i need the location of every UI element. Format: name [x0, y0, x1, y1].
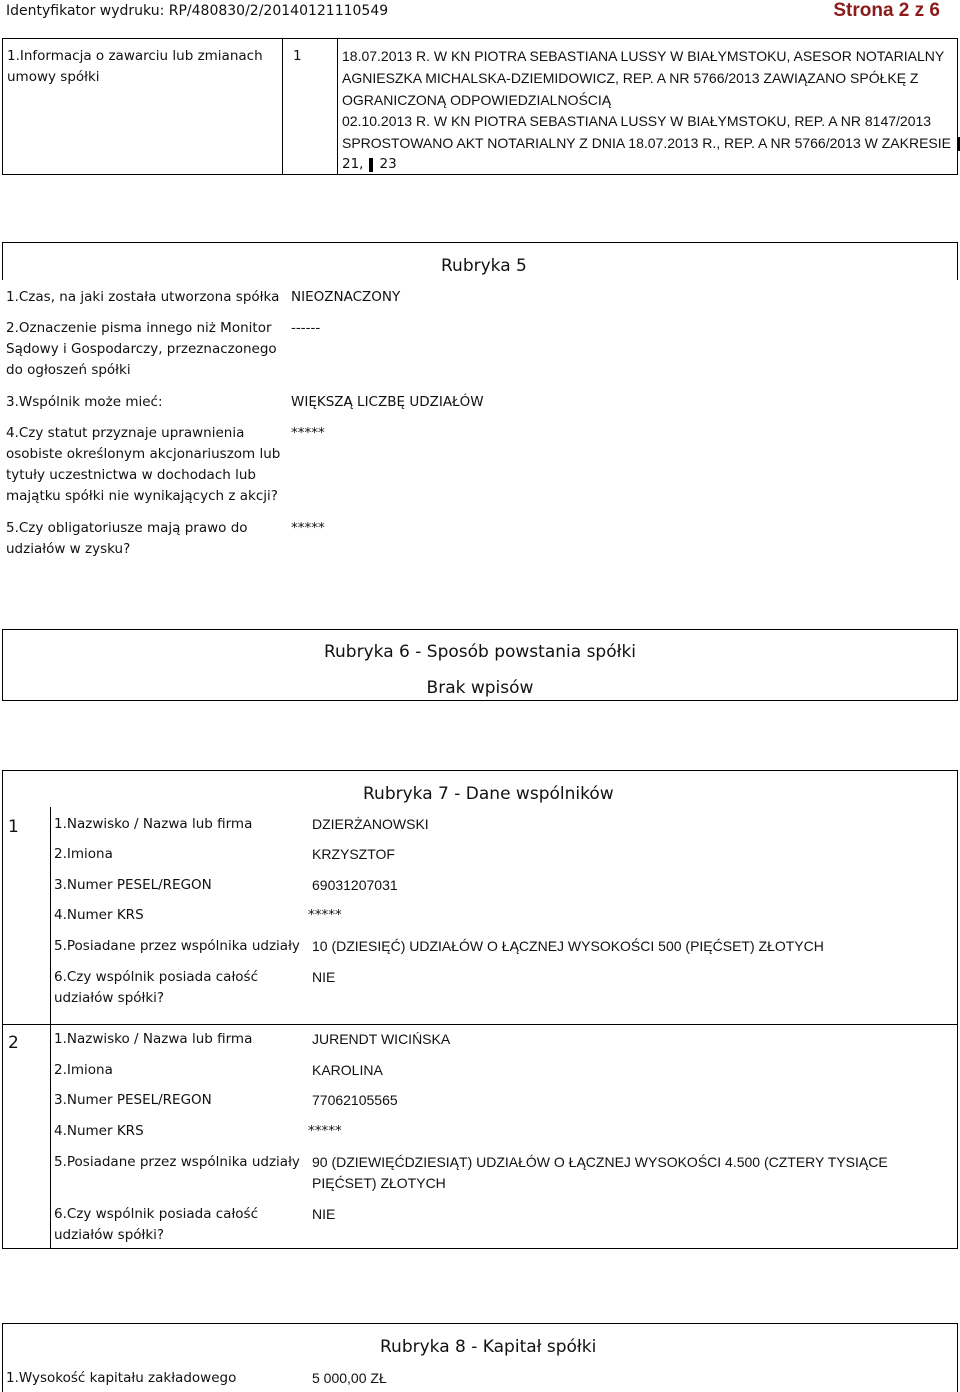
partner-1-number: 1: [8, 817, 19, 837]
rubryka-5-title: Rubryka 5: [441, 256, 527, 276]
umowa-line-6-b: 23: [379, 156, 397, 172]
rubryka-6-section: [2, 629, 958, 701]
r8-capital-value: 5 000,00 ZŁ: [312, 1370, 387, 1386]
rubryka-7-title: Rubryka 7 - Dane wspólników: [363, 784, 614, 804]
r5-row-5-label: 5.Czy obligatoriusze mają prawo do udziałów w zysku?: [6, 520, 248, 557]
r5-row-4-value: *****: [291, 425, 325, 441]
rubryka-8-title: Rubryka 8 - Kapitał spółki: [380, 1337, 597, 1357]
umowa-line-5-text: SPROSTOWANO AKT NOTARIALNY Z DNIA 18.07.2013 R., REP. A NR 5766/2013 W ZAKRESIE: [342, 135, 951, 151]
r5-row-1-label: 1.Czas, na jaki została utworzona spółka: [6, 289, 280, 305]
p2-firstname-label: 2.Imiona: [54, 1062, 113, 1078]
rubryka-6-title: Rubryka 6 - Sposób powstania spółki: [323, 642, 637, 662]
p1-name-label: 1.Nazwisko / Nazwa lub firma: [54, 816, 253, 832]
page-number: Strona 2 z 6: [833, 0, 940, 21]
p2-name-value: JURENDT WICIŃSKA: [312, 1031, 451, 1047]
partner-2-left-border: [50, 1024, 51, 1248]
umowa-line-1: 18.07.2013 R. W KN PIOTRA SEBASTIANA LUSSY W BIAŁYMSTOKU, ASESOR NOTARIALNY: [342, 48, 945, 64]
p1-firstname-label: 2.Imiona: [54, 846, 113, 862]
partner-separator: [3, 1024, 957, 1025]
p2-shares-value: 90 (DZIEWIĘĆDZIESIĄT) UDZIAŁÓW O ŁĄCZNEJ WYSOKOŚCI 4.500 (CZTERY TYSIĄCE PIĘĆSET) ZŁOTYCH: [312, 1154, 888, 1191]
umowa-divider-1: [282, 39, 283, 174]
r5-row-2-label: 2.Oznaczenie pisma innego niż Monitor Sądowy i Gospodarczy, przeznaczonego do ogłoszeń spółki: [6, 320, 277, 378]
umowa-line-6: [342, 154, 397, 175]
umowa-line-6-a: 21,: [342, 156, 364, 172]
umowa-label: 1.Informacja o zawarciu lub zmianach umowy spółki: [7, 48, 263, 85]
p2-firstname-value: KAROLINA: [312, 1062, 383, 1078]
r5-row-5-value: *****: [291, 520, 325, 536]
p2-pesel-label: 3.Numer PESEL/REGON: [54, 1092, 212, 1108]
umowa-divider-2: [337, 39, 338, 174]
p2-whole-value: NIE: [312, 1206, 336, 1222]
p1-whole-label: 6.Czy wspólnik posiada całość udziałów spółki?: [54, 969, 259, 1006]
r5-row-4-label: 4.Czy statut przyznaje uprawnienia osobiste określonym akcjonariuszom lub tytuły uczestnictwa w dochodach lub majątku spółki nie wynikających z akcji?: [6, 425, 281, 504]
p1-shares-value: 10 (DZIESIĘĆ) UDZIAŁÓW O ŁĄCZNEJ WYSOKOŚCI 500 (PIĘĆSET) ZŁOTYCH: [312, 938, 824, 954]
rubryka-6-empty: Brak wpisów: [426, 678, 534, 698]
r8-capital-label: 1.Wysokość kapitału zakładowego: [6, 1370, 237, 1386]
umowa-line-2: AGNIESZKA MICHALSKA-DZIEMIDOWICZ, REP. A NR 5766/2013 ZAWIĄZANO SPÓŁKĘ Z: [342, 70, 919, 86]
print-identifier: Identyfikator wydruku: RP/480830/2/20140121110549: [6, 3, 389, 19]
p1-pesel-value: 69031207031: [312, 877, 398, 893]
paragraph-mark-icon: [369, 158, 373, 172]
p2-krs-value: *****: [308, 1123, 342, 1139]
rubryka-5-header: [2, 242, 958, 280]
partner-1-left-border: [50, 807, 51, 1024]
umowa-line-3: OGRANICZONĄ ODPOWIEDZIALNOŚCIĄ: [342, 92, 612, 108]
r5-row-2-value: ------: [291, 320, 321, 336]
umowa-line-4: 02.10.2013 R. W KN PIOTRA SEBASTIANA LUSSY W BIAŁYMSTOKU, REP. A NR 8147/2013: [342, 113, 932, 129]
p2-name-label: 1.Nazwisko / Nazwa lub firma: [54, 1031, 253, 1047]
umowa-section: [2, 38, 958, 175]
p2-shares-label: 5.Posiadane przez wspólnika udziały: [54, 1154, 300, 1170]
p1-name-value: DZIERŻANOWSKI: [312, 816, 429, 832]
p2-whole-label: 6.Czy wspólnik posiada całość udziałów spółki?: [54, 1206, 259, 1243]
p1-firstname-value: KRZYSZTOF: [312, 846, 395, 862]
p1-krs-label: 4.Numer KRS: [54, 907, 144, 923]
p2-pesel-value: 77062105565: [312, 1092, 398, 1108]
r5-row-1-value: NIEOZNACZONY: [291, 289, 401, 305]
p1-krs-value: *****: [308, 907, 342, 923]
p2-krs-label: 4.Numer KRS: [54, 1123, 144, 1139]
umowa-entry-number: 1: [293, 48, 302, 64]
partner-2-number: 2: [8, 1033, 19, 1053]
p1-shares-label: 5.Posiadane przez wspólnika udziały: [54, 938, 300, 954]
umowa-line-5: [342, 133, 960, 154]
p1-pesel-label: 3.Numer PESEL/REGON: [54, 877, 212, 893]
p1-whole-value: NIE: [312, 969, 336, 985]
r5-row-3-label: 3.Wspólnik może mieć:: [6, 394, 163, 410]
r5-row-3-value: WIĘKSZĄ LICZBĘ UDZIAŁÓW: [291, 394, 484, 410]
